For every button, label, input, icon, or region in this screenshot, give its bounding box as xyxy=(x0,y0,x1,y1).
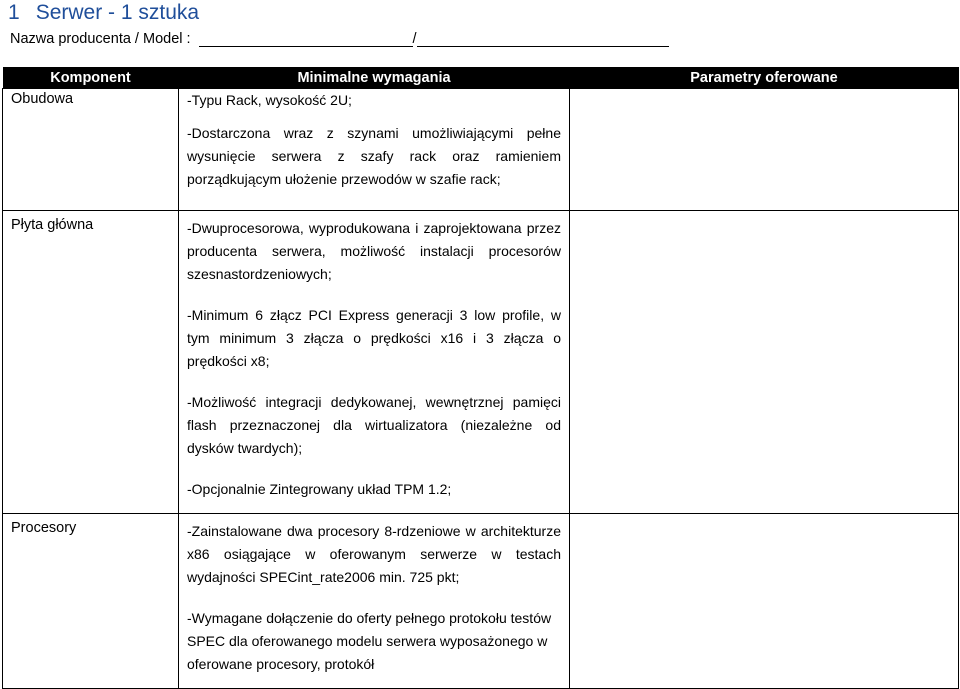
requirement-text: -Typu Rack, wysokość 2U; xyxy=(187,92,352,108)
header-component: Komponent xyxy=(3,67,179,89)
component-cell: Procesory xyxy=(3,514,179,689)
manufacturer-blank[interactable] xyxy=(199,30,413,47)
header-requirements: Minimalne wymagania xyxy=(179,67,570,89)
header-offered: Parametry oferowane xyxy=(570,67,959,89)
model-label: Nazwa producenta / Model : xyxy=(10,31,191,47)
table-row xyxy=(3,211,959,514)
section-number: 1 xyxy=(8,1,20,24)
table-row xyxy=(3,514,959,689)
offered-cell[interactable] xyxy=(570,211,959,514)
model-line xyxy=(10,30,669,47)
component-cell: Płyta główna xyxy=(3,211,179,514)
offered-cell[interactable] xyxy=(570,89,959,211)
offered-cell[interactable] xyxy=(570,514,959,689)
requirement-text: -Możliwość integracji dedykowanej, wewnętrznej pamięci flash przeznaczonej dla wirtualizatora (niezależne od dysków twardych); xyxy=(187,394,561,456)
requirement-text: -Dostarczona wraz z szynami umożliwiającymi pełne wysunięcie serwera z szafy rack oraz ramieniem porządkującym ułożenie przewodów w szafie rack; xyxy=(187,125,561,187)
requirements-cell xyxy=(179,89,570,211)
table-row xyxy=(3,89,959,211)
requirements-cell xyxy=(179,211,570,514)
requirements-cell xyxy=(179,514,570,689)
model-blank[interactable] xyxy=(417,30,669,47)
requirement-text: -Opcjonalnie Zintegrowany układ TPM 1.2; xyxy=(187,481,452,497)
requirement-text: -Zainstalowane dwa procesory 8-rdzeniowe w architekturze x86 osiągające w oferowanym serwerze w testach wydajności SPECint_rate2006 min. 725 pkt; xyxy=(187,523,561,585)
requirements-table xyxy=(2,67,959,689)
model-separator: / xyxy=(412,31,417,47)
component-cell: Obudowa xyxy=(3,89,179,211)
requirement-text: -Dwuprocesorowa, wyprodukowana i zaprojektowana przez producenta serwera, możliwość instalacji procesorów szesnastordzeniowych; xyxy=(187,220,561,282)
table-header-row xyxy=(3,67,959,89)
requirement-text: -Wymagane dołączenie do oferty pełnego protokołu testów SPEC dla oferowanego modelu serwera wyposażonego w oferowane procesory, protokół xyxy=(187,610,552,672)
requirement-text: -Minimum 6 złącz PCI Express generacji 3 low profile, w tym minimum 3 złącza o prędkości x16 i 3 złącza o prędkości x8; xyxy=(187,307,561,369)
section-heading xyxy=(8,0,199,26)
section-title: Serwer - 1 sztuka xyxy=(35,1,200,24)
